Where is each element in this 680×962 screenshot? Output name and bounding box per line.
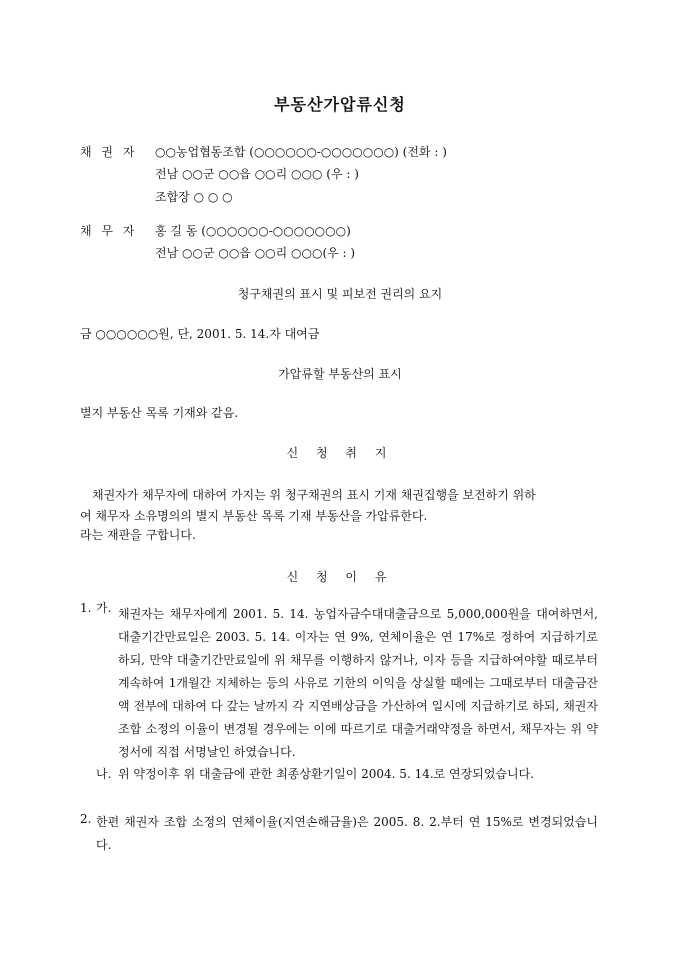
reason-1-na-text: 위 약정이후 위 대출금에 관한 최종상환기일이 2004. 5. 14.로 연장되었습니다. [118,767,535,781]
debtor-line-2: 전남 ○○군 ○○읍 ○○리 ○○○(우 : ) [155,246,356,260]
creditor-line-2: 전남 ○○군 ○○읍 ○○리 ○○○ (우 : ) [155,167,359,181]
section-reason-heading: 신 청 이 유 [286,570,394,584]
debtor-line-1: 홍 길 동 (○○○○○○-○○○○○○○) [155,224,351,238]
section-claim-heading: 청구채권의 표시 및 피보전 권리의 요지 [237,287,443,301]
purpose-line-3: 라는 재판을 구합니다. [80,528,196,542]
reason-1-number: 1. [80,601,92,615]
reason-1-na-marker: 나. [96,767,112,781]
purpose-line-2: 여 채무자 소유명의의 별지 부동산 목록 기재 부동산을 가압류한다. [80,509,428,523]
reason-2-text: 한편 채권자 조합 소정의 연체이율(지연손해금율)은 2005. 8. 2.부터 연 15%로 변경되었습니다. [96,815,598,852]
creditor-line-1: ○○농업협동조합 (○○○○○○-○○○○○○○) (전화 : ) [155,145,447,159]
property-text: 별지 부동산 목록 기재와 같음. [80,406,239,420]
section-purpose-heading: 신 청 취 지 [286,446,394,460]
reason-1-ga-marker: 가. [96,601,112,615]
section-property-heading: 가압류할 부동산의 표시 [278,367,402,381]
document-title: 부동산가압류신청 [274,95,406,114]
debtor-label: 채 무 자 [80,224,138,238]
creditor-line-3: 조합장 ○ ○ ○ [155,190,233,204]
claim-text: 금 ○○○○○○원, 단, 2001. 5. 14.자 대여금 [80,327,320,341]
creditor-label: 채 권 자 [80,145,138,159]
reason-1-ga-text: 채권자는 채무자에게 2001. 5. 14. 농업자금수대대출금으로 5,000,000원을 대여하면서, 대출기간만료일은 2003. 5. 14. 이자는 연 9%, 연체이율은 연 17%로 정하여 지급하기로 하되, 만약 대출기간만료일에 위 채무를 이행하지 않거나, 이자 등을 지급하여야할 때로부터 계속하여 1개월간 지체하는 등의 사유로 기한의 이익을 상실할 때에는 그때로부터 대출금잔액 전부에 대하여 다 갚는 날까지 각 지연배상금을 가산하여 일시에 지급하기로 하되, 채권자 조합 소정의 이율이 변경될 경우에는 이에 따르기로 대출거래약정을 하면서, 채무자는 위 약정서에 직접 서명날인 하였습니다. [118,607,598,759]
reason-2-number: 2. [80,812,92,826]
purpose-line-1: 채권자가 채무자에 대하여 가지는 위 청구채권의 표시 기재 채권집행을 보전하기 위하 [92,488,536,502]
